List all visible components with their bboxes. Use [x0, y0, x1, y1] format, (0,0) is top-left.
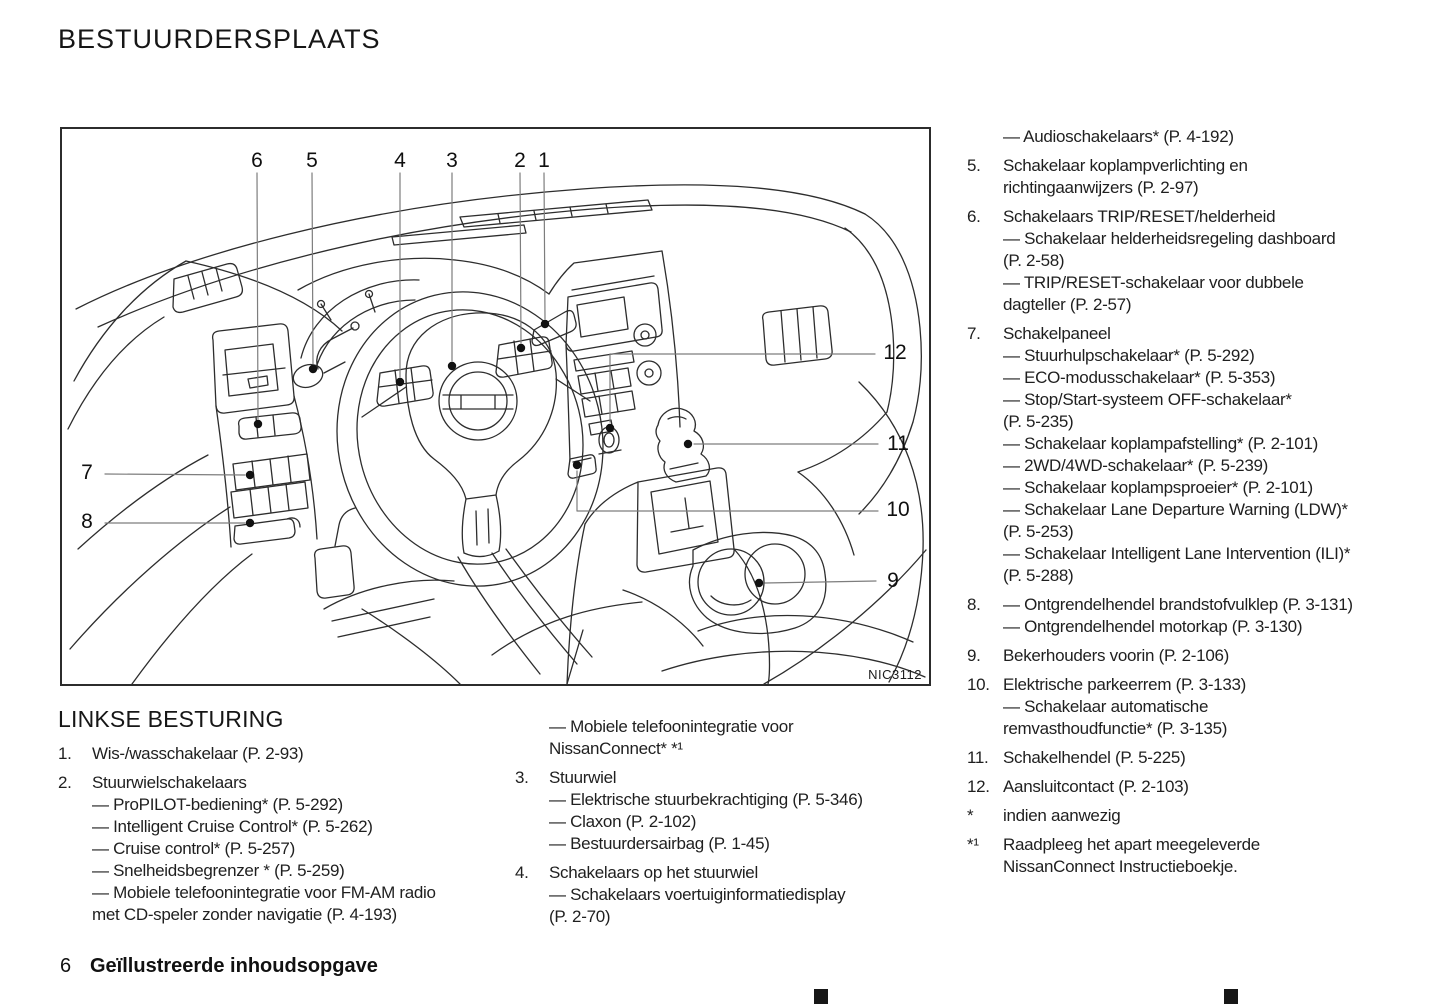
footnote-marker: * — [967, 806, 974, 825]
item-line: — ECO-modusschakelaar* (P. 5-353) — [1003, 368, 1276, 387]
item-line: — ProPILOT-bediening* (P. 5-292) — [92, 795, 343, 814]
gear-shifter — [567, 408, 770, 684]
callout-label-8: 8 — [81, 510, 93, 533]
item-line: — Claxon (P. 2-102) — [549, 812, 697, 831]
list-item — [967, 594, 1439, 638]
list-item — [515, 716, 940, 760]
footer-page-number: 6 — [60, 955, 72, 977]
item-line: — Intelligent Cruise Control* (P. 5-262) — [92, 817, 373, 836]
column-left — [58, 708, 513, 933]
list-item — [967, 645, 1439, 667]
item-number: 8. — [967, 595, 981, 614]
steering-column-stalks — [290, 311, 592, 674]
item-number: 7. — [967, 324, 981, 343]
callout-label-7: 7 — [81, 461, 93, 484]
item-line: — Schakelaar helderheidsregeling dashboard — [1003, 229, 1336, 248]
item-number: 3. — [515, 768, 529, 787]
item-line: — Snelheidsbegrenzer * (P. 5-259) — [92, 861, 345, 880]
item-line: — Audioschakelaars* (P. 4-192) — [1003, 127, 1234, 146]
page-footer — [60, 955, 378, 978]
item-line: — Mobiele telefoonintegratie voor FM-AM radio — [92, 883, 436, 902]
page-edge-tab-2 — [1224, 989, 1238, 1004]
footnote-line: indien aanwezig — [1003, 806, 1121, 825]
item-line: — Schakelaar Intelligent Lane Intervention (ILI)* — [1003, 544, 1351, 563]
list-item — [967, 674, 1439, 740]
footnote-line: Raadpleeg het apart meegeleverde — [1003, 835, 1260, 854]
item-number: 4. — [515, 863, 529, 882]
item-number — [967, 126, 1003, 148]
item-line: Stuurwiel — [549, 768, 617, 787]
column-right — [967, 126, 1439, 885]
callout-leader-lines — [105, 173, 878, 583]
item-line: Schakelaar koplampverlichting en — [1003, 156, 1248, 175]
dashboard-outline — [68, 185, 921, 684]
instrument-cluster — [298, 258, 549, 372]
list-item — [58, 743, 513, 765]
item-line: Schakelaars TRIP/RESET/helderheid — [1003, 207, 1276, 226]
callout-label-5: 5 — [306, 149, 318, 172]
item-line: Elektrische parkeerrem (P. 3-133) — [1003, 675, 1247, 694]
callout-label-9: 9 — [887, 569, 899, 592]
list-item — [967, 155, 1439, 199]
item-line: NissanConnect* *¹ — [549, 739, 683, 758]
list-item — [515, 767, 940, 855]
item-line: — Schakelaar Lane Departure Warning (LDW)* — [1003, 500, 1348, 519]
item-line: Schakelaars op het stuurwiel — [549, 863, 758, 882]
steering-wheel — [306, 263, 634, 614]
callout-label-12: 12 — [883, 341, 907, 364]
list-item — [967, 805, 1439, 827]
switch-panel-grid — [231, 413, 310, 518]
center-stack — [549, 251, 680, 478]
air-vents — [173, 264, 832, 547]
cockpit-figure — [60, 127, 931, 686]
page-edge-tab-1 — [814, 989, 828, 1004]
callout-label-4: 4 — [394, 149, 406, 172]
item-line: — Elektrische stuurbekrachtiging (P. 5-346) — [549, 790, 863, 809]
item-line: — Ontgrendelhendel motorkap (P. 3-130) — [1003, 617, 1303, 636]
footnote-line: NissanConnect Instructieboekje. — [1003, 857, 1238, 876]
callout-label-6: 6 — [251, 149, 263, 172]
item-line: Stuurwielschakelaars — [92, 773, 247, 792]
callout-label-1: 1 — [538, 149, 550, 172]
callout-label-10: 10 — [886, 498, 910, 521]
item-number: 11. — [967, 748, 989, 767]
page-title: BESTUURDERSPLAATS — [58, 24, 381, 54]
item-number — [515, 716, 549, 760]
item-line: — Schakelaars voertuiginformatiedisplay — [549, 885, 846, 904]
item-line: remvasthoudfunctie* (P. 3-135) — [1003, 719, 1228, 738]
cockpit-illustration — [62, 129, 929, 684]
item-line: — Ontgrendelhendel brandstofvulklep (P. 3-131) — [1003, 595, 1353, 614]
list-item — [967, 747, 1439, 769]
item-line: Bekerhouders voorin (P. 2-106) — [1003, 646, 1229, 665]
item-number: 6. — [967, 207, 981, 226]
item-number: 10. — [967, 675, 990, 694]
callout-dots — [246, 320, 763, 587]
item-line: — Schakelaar koplampafstelling* (P. 2-101) — [1003, 434, 1318, 453]
item-line: (P. 5-288) — [1003, 566, 1074, 585]
list-item — [967, 323, 1439, 587]
item-number: 5. — [967, 156, 981, 175]
item-number: 9. — [967, 646, 981, 665]
item-line: Aansluitcontact (P. 2-103) — [1003, 777, 1189, 796]
item-line: — Stuurhulpschakelaar* (P. 5-292) — [1003, 346, 1255, 365]
item-number: 12. — [967, 777, 990, 796]
item-line: — Cruise control* (P. 5-257) — [92, 839, 295, 858]
item-number: 2. — [58, 773, 72, 792]
list-item — [967, 834, 1439, 878]
column-middle — [515, 716, 940, 935]
pedal — [315, 508, 355, 598]
item-line: dagteller (P. 2-57) — [1003, 295, 1132, 314]
item-line: Schakelpaneel — [1003, 324, 1111, 343]
item-line: (P. 5-235) — [1003, 412, 1074, 431]
item-line: — Stop/Start-systeem OFF-schakelaar* — [1003, 390, 1292, 409]
item-line: (P. 2-70) — [549, 907, 611, 926]
item-line: (P. 5-253) — [1003, 522, 1074, 541]
item-line: met CD-speler zonder navigatie (P. 4-193) — [92, 905, 397, 924]
item-line: — Schakelaar automatische — [1003, 697, 1209, 716]
list-item — [967, 776, 1439, 798]
seat-and-floor — [324, 382, 926, 684]
item-number: 1. — [58, 744, 72, 763]
section-heading: LINKSE BESTURING — [58, 706, 284, 732]
item-line: — 2WD/4WD-schakelaar* (P. 5-239) — [1003, 456, 1269, 475]
item-line: — Bestuurdersairbag (P. 1-45) — [549, 834, 770, 853]
footer-chapter-title: Geïllustreerde inhoudsopgave — [90, 955, 378, 977]
list-item — [58, 772, 513, 926]
list-item — [967, 126, 1439, 148]
footnote-marker: *¹ — [967, 835, 979, 854]
list-item — [967, 206, 1439, 316]
item-line: — Mobiele telefoonintegratie voor — [549, 717, 794, 736]
item-line: richtingaanwijzers (P. 2-97) — [1003, 178, 1199, 197]
item-line: — TRIP/RESET-schakelaar voor dubbele — [1003, 273, 1304, 292]
callout-label-3: 3 — [446, 149, 458, 172]
callout-label-2: 2 — [514, 149, 526, 172]
item-line: Wis-/wasschakelaar (P. 2-93) — [92, 744, 304, 763]
list-item — [515, 862, 940, 928]
callout-label-11: 11 — [887, 432, 909, 455]
release-levers — [234, 518, 300, 544]
item-line: (P. 2-58) — [1003, 251, 1065, 270]
figure-code: NIC3112 — [868, 667, 922, 682]
item-line: — Schakelaar koplampsproeier* (P. 2-101) — [1003, 478, 1313, 497]
item-line: Schakelhendel (P. 5-225) — [1003, 748, 1186, 767]
